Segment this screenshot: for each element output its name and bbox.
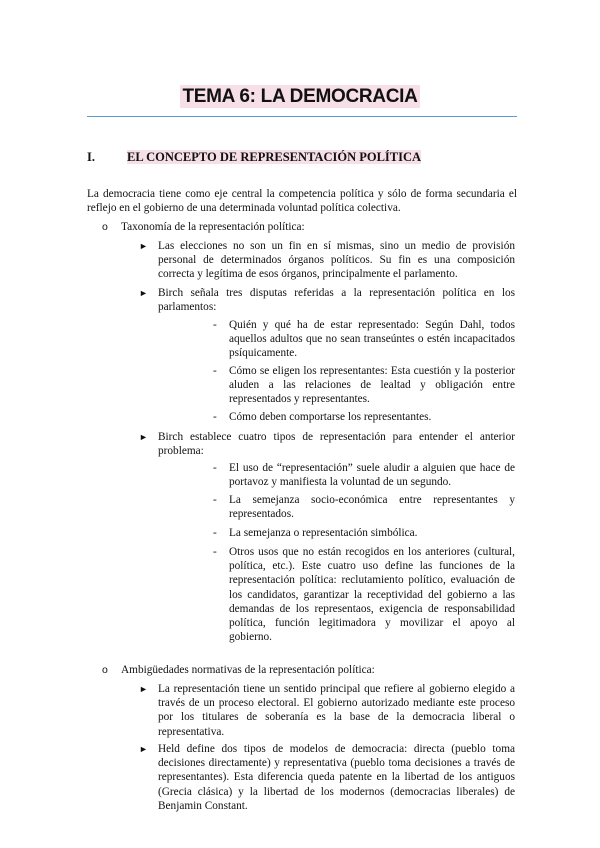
list-item-taxonomia: o Taxonomía de la representación política: xyxy=(102,221,305,233)
dash-bullet-icon: - xyxy=(213,411,217,423)
dash-item-quien: Quién y qué ha de estar representado: Según Dahl, todos aquellos adultos que no sean transeúntes o estén incapacitados psíquicamente. xyxy=(229,319,515,360)
bullet-held-modelos: Held define dos tipos de modelos de democracia: directa (pueblo toma decisiones directamente) y representativa (pueblo toma decisiones a través de representantes). Esta diferencia queda patente en la libertad de los antiguos (Grecia clásica) y la libertad de los modernos (democracias liberales) de Benjamin Constant. xyxy=(158,743,515,812)
dash-item-otros-usos: Otros usos que no están recogidos en los anteriores (cultural, política, etc.). Este cuatro uso define las funciones de la representación política: reclutamiento político, evaluación de los candidatos, garantizar la receptividad del gobierno a las demandas de los representaos, exigencia de responsabilidad política, función legitimadora y movilizar el apoyo al gobierno. xyxy=(229,546,515,644)
circle-bullet-icon: o xyxy=(102,664,108,676)
dash-item-semejanza-socioeconomica: La semejanza socio-económica entre representantes y representados. xyxy=(229,494,515,521)
dash-item-como-eligen: Cómo se eligen los representantes: Esta cuestión y la posterior aluden a las relaciones de lealtad y obligación entre representados y representantes. xyxy=(229,365,515,406)
section-title: EL CONCEPTO DE REPRESENTACIÓN POLÍTICA xyxy=(127,150,422,164)
dash-bullet-icon: - xyxy=(213,546,217,558)
dash-bullet-icon: - xyxy=(213,319,217,331)
circle-bullet-icon: o xyxy=(102,221,108,233)
bullet-birch-disputas: Birch señala tres disputas referidas a la representación política en los parlamentos: xyxy=(158,287,515,314)
dash-bullet-icon: - xyxy=(213,527,217,539)
dash-item-simbolica: La semejanza o representación simbólica. xyxy=(229,527,418,539)
bullet-birch-tipos: Birch establece cuatro tipos de representación para entender el anterior problema: xyxy=(158,431,515,458)
list-item-ambiguedades: o Ambigüedades normativas de la representación política: xyxy=(102,664,375,676)
arrow-bullet-icon: ► xyxy=(139,432,148,442)
title-underline xyxy=(87,116,517,117)
section-number: I. xyxy=(87,150,95,164)
arrow-bullet-icon: ► xyxy=(139,684,148,694)
dash-item-portavoz: El uso de “representación” suele aludir a alguien que hace de portavoz y manifiesta la voluntad de un segundo. xyxy=(229,462,515,489)
arrow-bullet-icon: ► xyxy=(139,241,148,251)
dash-bullet-icon: - xyxy=(213,494,217,506)
section-heading xyxy=(87,150,517,165)
bullet-elecciones: Las elecciones no son un fin en sí mismas, sino un medio de provisión personal de determinados órganos políticos. Su fin es una composición correcta y legítima de esos órganos, principalmente el parlamento. xyxy=(158,240,515,281)
dash-bullet-icon: - xyxy=(213,462,217,474)
page-title: TEMA 6: LA DEMOCRACIA xyxy=(182,86,418,107)
arrow-bullet-icon: ► xyxy=(139,288,148,298)
intro-paragraph: La democracia tiene como eje central la competencia política y sólo de forma secundaria el reflejo en el gobierno de una determinada voluntad política colectiva. xyxy=(87,188,517,215)
bullet-sentido-principal: La representación tiene un sentido principal que refiere al gobierno elegido a través de un proceso electoral. El gobierno autorizado mediante este proceso por los titulares de soberanía es la base de la democracia liberal o representativa. xyxy=(158,683,515,738)
arrow-bullet-icon: ► xyxy=(139,744,148,754)
dash-bullet-icon: - xyxy=(213,365,217,377)
dash-item-comportarse: Cómo deben comportarse los representantes. xyxy=(229,411,432,423)
